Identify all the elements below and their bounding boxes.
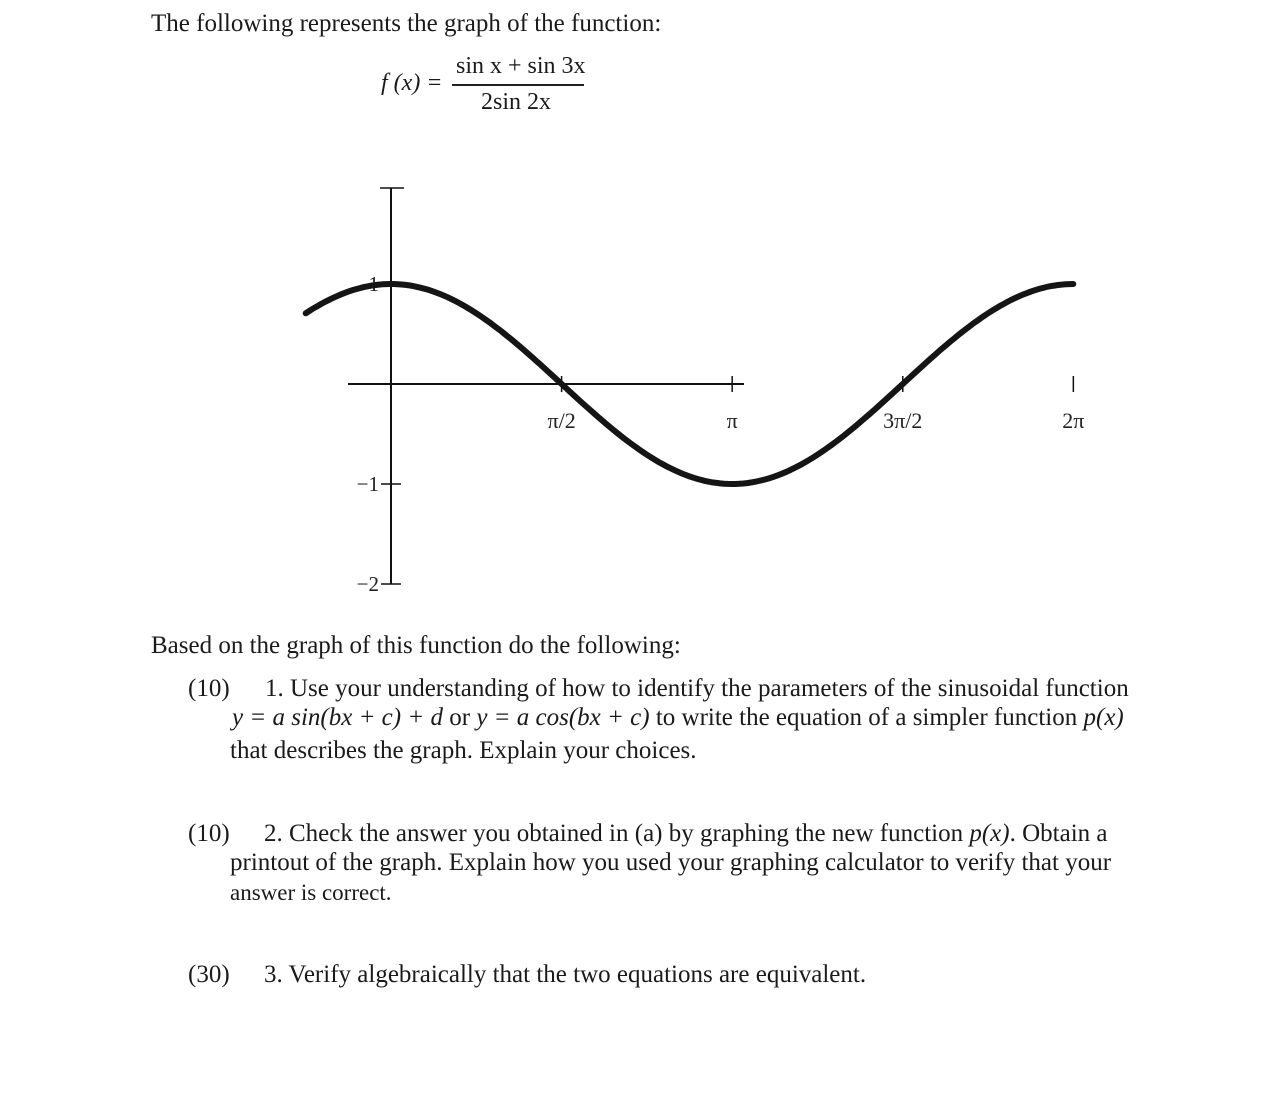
q1-mid-text: to write the equation of a simpler function [655, 704, 1078, 731]
q2-line1-end: . Obtain a [1009, 820, 1108, 847]
q1-line3: that describes the graph. Explain your choices. [230, 737, 697, 764]
x-tick-label: π/2 [547, 408, 576, 433]
formula-lhs: f (x) = [381, 70, 443, 96]
q3-text: 3. Verify algebraically that the two equations are equivalent. [264, 961, 867, 988]
formula-numerator: sin x + sin 3x [456, 53, 586, 79]
q1-or: or [449, 704, 471, 731]
q2-line2: printout of the graph. Explain how you used your graphing calculator to verify that your [230, 849, 1112, 876]
q1-line1: 1. Use your understanding of how to identify the parameters of the sinusoidal function [265, 675, 1129, 702]
q1-function-name: p(x) [1083, 704, 1124, 731]
intro-text: The following represents the graph of the function: [151, 10, 662, 37]
q2-line1 [264, 820, 1108, 848]
q2-points: (10) [188, 820, 230, 847]
q1-points: (10) [188, 675, 230, 702]
x-tick-label: 3π/2 [883, 408, 923, 433]
q1-equation-cos: y = a cos(bx + c) [476, 704, 650, 731]
y-tick-label: 1 [368, 272, 379, 296]
q2-line1-text: 2. Check the answer you obtained in (a) by graphing the new function [264, 820, 964, 847]
q1-line2 [232, 704, 1124, 732]
q2-function-name: p(x) [969, 820, 1010, 847]
prompt-text: Based on the graph of this function do the following: [151, 632, 681, 659]
q1-equation-sin: y = a sin(bx + c) + d [232, 704, 443, 731]
x-tick-label: 2π [1062, 408, 1085, 433]
y-tick-label: −2 [356, 572, 379, 596]
q2-line3: answer is correct. [230, 880, 392, 905]
x-tick-label: π [726, 408, 738, 433]
q3-points: (30) [188, 961, 230, 988]
y-tick-label: −1 [356, 472, 379, 496]
formula-denominator: 2sin 2x [481, 89, 552, 115]
